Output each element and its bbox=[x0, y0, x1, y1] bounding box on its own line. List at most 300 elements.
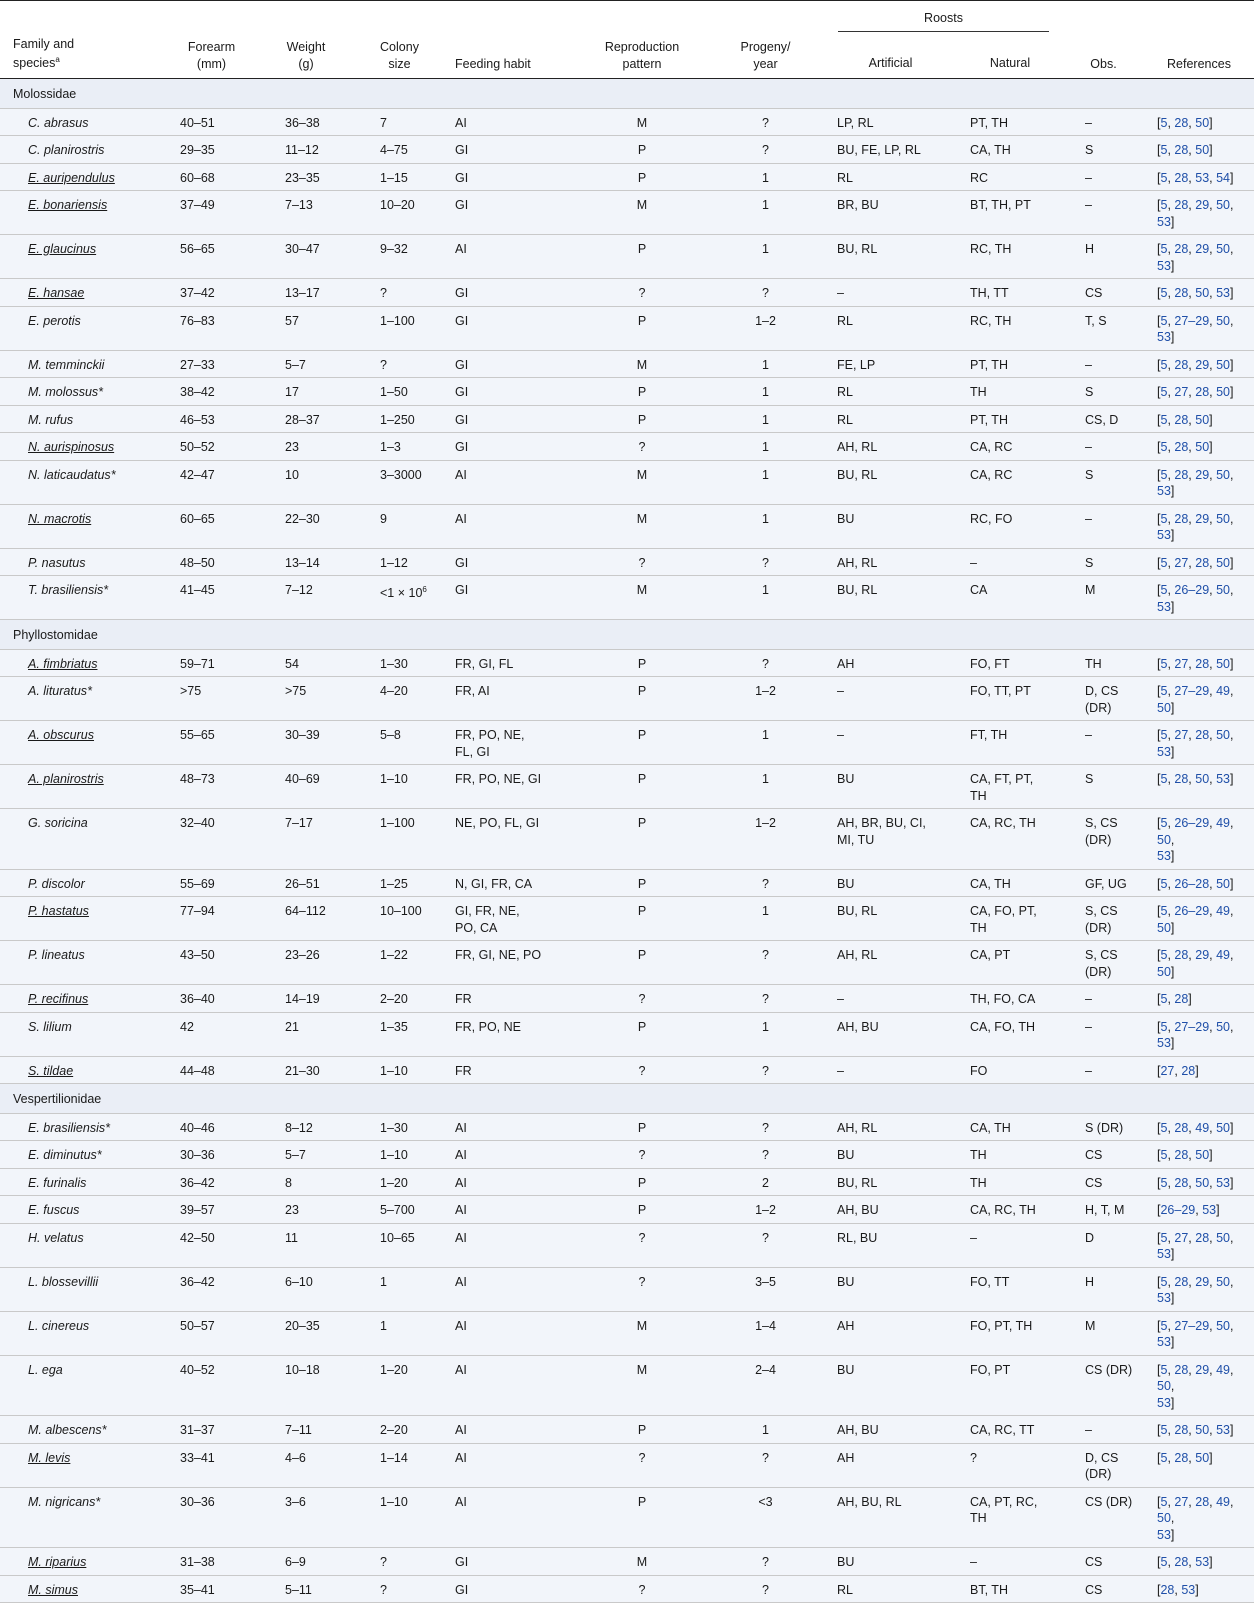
natural-roost-cell: BT, TH bbox=[957, 1575, 1063, 1603]
species-label: H. velatus bbox=[28, 1230, 84, 1245]
artificial-roost-cell: BU, RL bbox=[824, 576, 957, 620]
reference-link[interactable]: 50 bbox=[1157, 832, 1171, 847]
reference-link[interactable]: 5 bbox=[1160, 1318, 1168, 1333]
reference-link[interactable]: 5 bbox=[1160, 1120, 1168, 1135]
references-cell: [5, 26–29, 50, 53] bbox=[1144, 576, 1254, 620]
forearm-cell: 37–49 bbox=[168, 191, 255, 235]
reference-link[interactable]: 53 bbox=[1157, 214, 1171, 229]
reference-link[interactable]: 28 bbox=[1174, 772, 1189, 786]
natural-roost-cell: – bbox=[957, 1548, 1063, 1576]
feeding-habit-cell: FR, AI bbox=[442, 677, 577, 721]
species-label: N. aurispinosus bbox=[28, 440, 115, 454]
reference-link[interactable]: 5 bbox=[1160, 904, 1168, 918]
reference-link[interactable]: 5 bbox=[1160, 1274, 1168, 1289]
references-cell: [5, 28, 50] bbox=[1144, 136, 1254, 164]
natural-roost-cell: PT, TH bbox=[957, 405, 1063, 433]
reference-link[interactable]: 50 bbox=[1216, 242, 1231, 256]
reference-link[interactable]: 5 bbox=[1160, 1423, 1168, 1437]
reference-link[interactable]: 28 bbox=[1174, 286, 1189, 300]
reference-link[interactable]: 50 bbox=[1216, 1120, 1231, 1135]
reference-link[interactable]: 50 bbox=[1216, 357, 1231, 372]
reference-link[interactable]: 5 bbox=[1160, 511, 1168, 526]
reference-link[interactable]: 53 bbox=[1157, 1527, 1171, 1542]
reference-link[interactable]: 50 bbox=[1195, 1450, 1210, 1465]
reference-link[interactable]: 50 bbox=[1216, 511, 1231, 526]
references-cell: [5, 28, 50] bbox=[1144, 1443, 1254, 1487]
reference-link[interactable]: 27 bbox=[1174, 1494, 1189, 1509]
colony-size-cell: 1–50 bbox=[357, 378, 442, 406]
references-cell: [5, 28, 50] bbox=[1144, 1141, 1254, 1169]
references-cell: [5, 27, 28, 50] bbox=[1144, 649, 1254, 677]
reference-link[interactable]: 53 bbox=[1202, 1203, 1217, 1217]
obs-cell: CS bbox=[1063, 1548, 1144, 1576]
natural-roost-cell: CA, RC, TH bbox=[957, 809, 1063, 870]
artificial-roost-cell: AH bbox=[824, 649, 957, 677]
colony-size-cell: 1–10 bbox=[357, 1056, 442, 1084]
reference-link[interactable]: 5 bbox=[1160, 412, 1168, 427]
reference-link[interactable]: 53 bbox=[1157, 849, 1171, 863]
reference-link[interactable]: 28 bbox=[1174, 467, 1189, 482]
feeding-habit-cell: AI bbox=[442, 1141, 577, 1169]
reference-link[interactable]: 27 bbox=[1174, 555, 1189, 570]
reference-link[interactable]: 5 bbox=[1160, 1362, 1168, 1377]
reference-link[interactable]: 53 bbox=[1157, 330, 1171, 344]
reference-link[interactable]: 50 bbox=[1216, 555, 1231, 570]
reference-link[interactable]: 53 bbox=[1195, 1555, 1210, 1569]
reference-link[interactable]: 50 bbox=[1157, 1511, 1171, 1525]
reference-link[interactable]: 50 bbox=[1216, 876, 1231, 891]
table-row bbox=[0, 1443, 1254, 1487]
colony-size-cell: ? bbox=[357, 350, 442, 378]
reference-link[interactable]: 5 bbox=[1160, 1175, 1168, 1190]
feeding-habit-cell: N, GI, FR, CA bbox=[442, 869, 577, 897]
reference-link[interactable]: 5 bbox=[1160, 242, 1168, 256]
table-row bbox=[0, 897, 1254, 941]
reference-link[interactable]: 50 bbox=[1216, 1019, 1231, 1034]
reference-link[interactable]: 53 bbox=[1216, 1423, 1231, 1437]
reference-link[interactable]: 49 bbox=[1216, 1494, 1231, 1509]
artificial-roost-cell: BU bbox=[824, 1141, 957, 1169]
progeny-cell: 1 bbox=[707, 1012, 824, 1056]
reference-link[interactable]: 28 bbox=[1195, 728, 1210, 742]
colony-size-cell: 5–8 bbox=[357, 721, 442, 765]
reference-link[interactable]: 27–29 bbox=[1174, 1019, 1210, 1034]
obs-cell: – bbox=[1063, 433, 1144, 461]
obs-cell: – bbox=[1063, 504, 1144, 548]
colony-size-cell: 3–3000 bbox=[357, 460, 442, 504]
natural-roost-cell: RC, FO bbox=[957, 504, 1063, 548]
reference-link[interactable]: 28 bbox=[1174, 1148, 1189, 1162]
reference-link[interactable]: 5 bbox=[1160, 467, 1168, 482]
header-reproduction: Reproduction pattern bbox=[604, 40, 680, 71]
forearm-cell: 55–65 bbox=[168, 721, 255, 765]
references-cell: [5, 28, 50] bbox=[1144, 405, 1254, 433]
reference-link[interactable]: 28 bbox=[1174, 170, 1189, 185]
weight-cell: 40–69 bbox=[255, 765, 357, 809]
reference-link[interactable]: 50 bbox=[1216, 1318, 1231, 1333]
weight-cell: 21–30 bbox=[255, 1056, 357, 1084]
reference-link[interactable]: 53 bbox=[1216, 772, 1231, 786]
progeny-cell: 1 bbox=[707, 378, 824, 406]
reference-link[interactable]: 5 bbox=[1160, 728, 1168, 742]
reference-link[interactable]: 28 bbox=[1174, 1175, 1189, 1190]
reference-link[interactable]: 28 bbox=[1160, 1582, 1175, 1597]
asterisk-marker: * bbox=[87, 684, 92, 698]
forearm-cell: 42–50 bbox=[168, 1223, 255, 1267]
obs-cell: S bbox=[1063, 378, 1144, 406]
reference-link[interactable]: 50 bbox=[1216, 656, 1231, 671]
reference-link[interactable]: 27–29 bbox=[1174, 313, 1210, 328]
reference-link[interactable]: 53 bbox=[1181, 1582, 1196, 1597]
forearm-cell: 43–50 bbox=[168, 941, 255, 985]
reference-link[interactable]: 5 bbox=[1160, 555, 1168, 570]
reference-link[interactable]: 5 bbox=[1160, 115, 1168, 130]
progeny-cell: <3 bbox=[707, 1487, 824, 1548]
reference-link[interactable]: 29 bbox=[1195, 357, 1210, 372]
reference-link[interactable]: 28 bbox=[1195, 385, 1210, 399]
reference-link[interactable]: 5 bbox=[1160, 1555, 1168, 1569]
species-label: C. abrasus bbox=[28, 115, 89, 130]
reference-link[interactable]: 28 bbox=[1174, 357, 1189, 372]
natural-roost-cell: CA bbox=[957, 576, 1063, 620]
weight-cell: 6–9 bbox=[255, 1548, 357, 1576]
reference-link[interactable]: 28 bbox=[1174, 1362, 1189, 1377]
weight-cell: 7–17 bbox=[255, 809, 357, 870]
obs-cell: – bbox=[1063, 985, 1144, 1013]
weight-cell: 14–19 bbox=[255, 985, 357, 1013]
forearm-cell: 56–65 bbox=[168, 235, 255, 279]
header-weight: Weight (g) bbox=[286, 40, 326, 71]
reference-link[interactable]: 5 bbox=[1160, 357, 1168, 372]
weight-cell: 13–17 bbox=[255, 279, 357, 307]
table-body bbox=[0, 79, 1254, 1603]
colony-size-cell: 1–12 bbox=[357, 548, 442, 576]
reference-link[interactable]: 28 bbox=[1174, 1450, 1189, 1465]
table-row bbox=[0, 405, 1254, 433]
reference-link[interactable]: 50 bbox=[1216, 1274, 1231, 1289]
colony-size-cell: 1–10 bbox=[357, 1487, 442, 1548]
reference-link[interactable]: 28 bbox=[1195, 555, 1210, 570]
weight-cell: 21 bbox=[255, 1012, 357, 1056]
reproduction-cell: ? bbox=[577, 1056, 707, 1084]
references-cell: [5, 27–29, 50, 53] bbox=[1144, 1012, 1254, 1056]
reference-link[interactable]: 50 bbox=[1216, 728, 1231, 742]
reference-link[interactable]: 50 bbox=[1157, 920, 1171, 935]
reference-link[interactable]: 54 bbox=[1216, 170, 1231, 185]
reference-link[interactable]: 53 bbox=[1157, 1335, 1171, 1349]
reference-link[interactable]: 5 bbox=[1160, 286, 1168, 300]
reference-link[interactable]: 50 bbox=[1157, 700, 1171, 715]
reference-link[interactable]: 5 bbox=[1160, 440, 1168, 454]
feeding-habit-cell: AI bbox=[442, 1311, 577, 1355]
species-name bbox=[0, 721, 168, 765]
artificial-roost-cell: AH, BU bbox=[824, 1416, 957, 1444]
reference-link[interactable]: 53 bbox=[1157, 258, 1171, 273]
reference-link[interactable]: 53 bbox=[1195, 170, 1210, 185]
reference-link[interactable]: 50 bbox=[1216, 313, 1231, 328]
feeding-habit-cell: GI bbox=[442, 378, 577, 406]
header-forearm: Forearm (mm) bbox=[187, 40, 236, 71]
reference-link[interactable]: 5 bbox=[1160, 1450, 1168, 1465]
reference-link[interactable]: 28 bbox=[1174, 1120, 1189, 1135]
reference-link[interactable]: 50 bbox=[1216, 467, 1231, 482]
reference-link[interactable]: 5 bbox=[1160, 143, 1168, 157]
species-label: S. tildae bbox=[28, 1063, 74, 1078]
feeding-habit-cell: GI bbox=[442, 433, 577, 461]
reference-link[interactable]: 53 bbox=[1157, 1395, 1171, 1410]
artificial-roost-cell: – bbox=[824, 721, 957, 765]
reference-link[interactable]: 28 bbox=[1195, 656, 1210, 671]
feeding-habit-cell: AI bbox=[442, 1267, 577, 1311]
reference-link[interactable]: 28 bbox=[1174, 440, 1189, 454]
reference-link[interactable]: 28 bbox=[1174, 143, 1189, 157]
reference-link[interactable]: 49 bbox=[1216, 816, 1231, 830]
references-cell: [5, 26–28, 50] bbox=[1144, 869, 1254, 897]
feeding-habit-cell: AI bbox=[442, 1168, 577, 1196]
species-label: L. blossevillii bbox=[28, 1274, 99, 1289]
colony-size-cell: 1–10 bbox=[357, 1141, 442, 1169]
reference-link[interactable]: 53 bbox=[1216, 1175, 1231, 1190]
reference-link[interactable]: 50 bbox=[1195, 412, 1210, 427]
reference-link[interactable]: 28 bbox=[1195, 1494, 1210, 1509]
reference-link[interactable]: 50 bbox=[1157, 1379, 1171, 1393]
reference-link[interactable]: 28 bbox=[1174, 1555, 1189, 1569]
reproduction-cell: M bbox=[577, 460, 707, 504]
feeding-habit-cell: FR, GI, FL bbox=[442, 649, 577, 677]
reference-link[interactable]: 28 bbox=[1195, 1230, 1210, 1245]
feeding-habit-cell: GI bbox=[442, 1548, 577, 1576]
reference-link[interactable]: 27 bbox=[1174, 656, 1189, 671]
natural-roost-cell: CA, PT bbox=[957, 941, 1063, 985]
reference-link[interactable]: 50 bbox=[1195, 143, 1210, 157]
colony-size-cell: 1–35 bbox=[357, 1012, 442, 1056]
artificial-roost-cell: AH, BR, BU, CI, MI, TU bbox=[824, 809, 957, 870]
reference-link[interactable]: 5 bbox=[1160, 198, 1168, 212]
forearm-cell: 40–52 bbox=[168, 1355, 255, 1416]
artificial-roost-cell: FE, LP bbox=[824, 350, 957, 378]
reproduction-cell: P bbox=[577, 235, 707, 279]
reference-link[interactable]: 27–29 bbox=[1174, 684, 1210, 698]
species-label: M. rufus bbox=[28, 412, 74, 427]
reference-link[interactable]: 27 bbox=[1174, 728, 1189, 742]
reference-link[interactable]: 26–29 bbox=[1174, 904, 1210, 918]
reference-link[interactable]: 27 bbox=[1160, 1063, 1175, 1078]
reference-link[interactable]: 50 bbox=[1195, 286, 1210, 300]
reference-link[interactable]: 5 bbox=[1160, 816, 1168, 830]
colony-size-cell: ? bbox=[357, 1575, 442, 1603]
species-name bbox=[0, 1113, 168, 1141]
reference-link[interactable]: 26–29 bbox=[1174, 816, 1210, 830]
feeding-habit-cell: GI, FR, NE, PO, CA bbox=[442, 897, 577, 941]
reference-link[interactable]: 29 bbox=[1195, 467, 1210, 482]
reference-link[interactable]: 5 bbox=[1160, 684, 1168, 698]
exponent: 6 bbox=[422, 585, 427, 594]
reference-link[interactable]: 49 bbox=[1216, 684, 1231, 698]
artificial-roost-cell: BU bbox=[824, 504, 957, 548]
species-name bbox=[0, 1487, 168, 1548]
reference-link[interactable]: 53 bbox=[1157, 1036, 1171, 1050]
reference-link[interactable]: 49 bbox=[1216, 1362, 1231, 1377]
reference-link[interactable]: 28 bbox=[1174, 198, 1189, 212]
obs-cell: – bbox=[1063, 1012, 1144, 1056]
species-label: L. ega bbox=[28, 1362, 63, 1377]
reference-link[interactable]: 53 bbox=[1157, 528, 1171, 542]
table-row bbox=[0, 1113, 1254, 1141]
forearm-cell: 30–36 bbox=[168, 1141, 255, 1169]
reference-link[interactable]: 50 bbox=[1195, 115, 1210, 130]
reference-link[interactable]: 5 bbox=[1160, 1230, 1168, 1245]
reference-link[interactable]: 5 bbox=[1160, 772, 1168, 786]
reproduction-cell: P bbox=[577, 136, 707, 164]
obs-cell: CS (DR) bbox=[1063, 1487, 1144, 1548]
table-row bbox=[0, 433, 1254, 461]
obs-cell: – bbox=[1063, 191, 1144, 235]
reference-link[interactable]: 28 bbox=[1174, 511, 1189, 526]
obs-cell: S bbox=[1063, 460, 1144, 504]
obs-cell: M bbox=[1063, 1311, 1144, 1355]
weight-cell: >75 bbox=[255, 677, 357, 721]
reference-link[interactable]: 50 bbox=[1195, 1148, 1210, 1162]
reference-link[interactable]: 50 bbox=[1195, 772, 1210, 786]
reference-link[interactable]: 49 bbox=[1195, 1120, 1210, 1135]
colony-size-cell: ? bbox=[357, 279, 442, 307]
reference-link[interactable]: 5 bbox=[1160, 948, 1168, 962]
forearm-cell: 60–65 bbox=[168, 504, 255, 548]
reference-link[interactable]: 53 bbox=[1157, 1247, 1171, 1261]
species-label: G. soricina bbox=[28, 816, 88, 830]
reference-link[interactable]: 5 bbox=[1160, 656, 1168, 671]
reference-link[interactable]: 5 bbox=[1160, 1019, 1168, 1034]
progeny-cell: ? bbox=[707, 548, 824, 576]
references-cell: [5, 28, 50, 53] bbox=[1144, 1416, 1254, 1444]
reference-link[interactable]: 5 bbox=[1160, 876, 1168, 891]
reference-link[interactable]: 53 bbox=[1216, 286, 1231, 300]
footnote-marker: a bbox=[55, 55, 60, 65]
weight-cell: 23 bbox=[255, 1196, 357, 1224]
reference-link[interactable]: 50 bbox=[1216, 198, 1231, 212]
reference-link[interactable]: 53 bbox=[1157, 744, 1171, 759]
reference-link[interactable]: 29 bbox=[1195, 511, 1210, 526]
weight-cell: 28–37 bbox=[255, 405, 357, 433]
progeny-cell: ? bbox=[707, 1141, 824, 1169]
header-natural: Natural bbox=[989, 55, 1031, 70]
reference-link[interactable]: 28 bbox=[1174, 115, 1189, 130]
reference-link[interactable]: 29 bbox=[1195, 948, 1210, 962]
artificial-roost-cell: BU bbox=[824, 1548, 957, 1576]
reference-link[interactable]: 50 bbox=[1216, 385, 1231, 399]
species-name bbox=[0, 405, 168, 433]
species-label: N. macrotis bbox=[28, 511, 92, 526]
colony-size-cell: 1–14 bbox=[357, 1443, 442, 1487]
progeny-cell: 1–2 bbox=[707, 677, 824, 721]
reference-link[interactable]: 5 bbox=[1160, 385, 1168, 399]
forearm-cell: 59–71 bbox=[168, 649, 255, 677]
reference-link[interactable]: 49 bbox=[1216, 948, 1231, 962]
asterisk-marker: * bbox=[110, 467, 116, 482]
obs-cell: TH bbox=[1063, 649, 1144, 677]
reference-link[interactable]: 5 bbox=[1160, 583, 1168, 597]
reference-link[interactable]: 28 bbox=[1174, 1274, 1189, 1289]
reference-link[interactable]: 28 bbox=[1174, 412, 1189, 427]
forearm-cell: 40–46 bbox=[168, 1113, 255, 1141]
reference-link[interactable]: 27 bbox=[1174, 1230, 1189, 1245]
obs-cell: GF, UG bbox=[1063, 869, 1144, 897]
reproduction-cell: P bbox=[577, 405, 707, 433]
reference-link[interactable]: 50 bbox=[1195, 1175, 1210, 1190]
reference-link[interactable]: 53 bbox=[1157, 484, 1171, 498]
reference-link[interactable]: 5 bbox=[1160, 313, 1168, 328]
reference-link[interactable]: 26–29 bbox=[1160, 1203, 1196, 1217]
reference-link[interactable]: 53 bbox=[1157, 599, 1171, 614]
reference-link[interactable]: 28 bbox=[1174, 948, 1189, 962]
reference-link[interactable]: 50 bbox=[1195, 1423, 1210, 1437]
reference-link[interactable]: 27–29 bbox=[1174, 1318, 1210, 1333]
progeny-cell: ? bbox=[707, 649, 824, 677]
references-cell: [5, 28, 29, 49, 50, 53] bbox=[1144, 1355, 1254, 1416]
reference-link[interactable]: 50 bbox=[1216, 1230, 1231, 1245]
reference-link[interactable]: 28 bbox=[1174, 242, 1189, 256]
colony-size-cell: 1–20 bbox=[357, 1355, 442, 1416]
forearm-cell: 36–42 bbox=[168, 1168, 255, 1196]
species-label: M. riparius bbox=[28, 1555, 87, 1569]
family-name: Vespertilionidae bbox=[0, 1084, 1254, 1114]
reference-link[interactable]: 50 bbox=[1195, 440, 1210, 454]
reproduction-cell: P bbox=[577, 1487, 707, 1548]
reference-link[interactable]: 29 bbox=[1195, 198, 1210, 212]
species-name bbox=[0, 548, 168, 576]
colony-size-cell: 9 bbox=[357, 504, 442, 548]
reference-link[interactable]: 27 bbox=[1174, 385, 1189, 399]
reference-link[interactable]: 53 bbox=[1157, 1291, 1171, 1305]
artificial-roost-cell: BU, RL bbox=[824, 235, 957, 279]
reference-link[interactable]: 26–28 bbox=[1174, 876, 1210, 891]
reference-link[interactable]: 29 bbox=[1195, 242, 1210, 256]
weight-cell: 10–18 bbox=[255, 1355, 357, 1416]
reference-link[interactable]: 5 bbox=[1160, 1494, 1168, 1509]
species-name bbox=[0, 108, 168, 136]
species-label: E. brasiliensis bbox=[28, 1120, 106, 1135]
progeny-cell: 1 bbox=[707, 350, 824, 378]
reference-link[interactable]: 29 bbox=[1195, 1362, 1210, 1377]
reference-link[interactable]: 28 bbox=[1174, 992, 1189, 1006]
references-cell: [5, 26–29, 49, 50] bbox=[1144, 897, 1254, 941]
natural-roost-cell: CA, FT, PT, TH bbox=[957, 765, 1063, 809]
species-label: A. obscurus bbox=[28, 728, 95, 742]
reference-link[interactable]: 5 bbox=[1160, 1148, 1168, 1162]
header-artificial: Artificial bbox=[868, 55, 913, 70]
reference-link[interactable]: 50 bbox=[1216, 583, 1231, 597]
reference-link[interactable]: 26–29 bbox=[1174, 583, 1210, 597]
reference-link[interactable]: 5 bbox=[1160, 170, 1168, 185]
table-row bbox=[0, 460, 1254, 504]
reference-link[interactable]: 49 bbox=[1216, 904, 1231, 918]
progeny-cell: 1 bbox=[707, 433, 824, 461]
species-name bbox=[0, 460, 168, 504]
progeny-cell: ? bbox=[707, 1548, 824, 1576]
reference-link[interactable]: 28 bbox=[1181, 1063, 1196, 1078]
reference-link[interactable]: 29 bbox=[1195, 1274, 1210, 1289]
forearm-cell: 36–42 bbox=[168, 1267, 255, 1311]
reference-link[interactable]: 28 bbox=[1174, 1423, 1189, 1437]
reproduction-cell: M bbox=[577, 504, 707, 548]
progeny-cell: ? bbox=[707, 1113, 824, 1141]
references-cell: [5, 27, 28, 50] bbox=[1144, 548, 1254, 576]
table-row bbox=[0, 306, 1254, 350]
reference-link[interactable]: 50 bbox=[1157, 964, 1171, 979]
natural-roost-cell: TH, TT bbox=[957, 279, 1063, 307]
reference-link[interactable]: 5 bbox=[1160, 992, 1168, 1006]
species-label: E. diminutus bbox=[28, 1148, 97, 1162]
